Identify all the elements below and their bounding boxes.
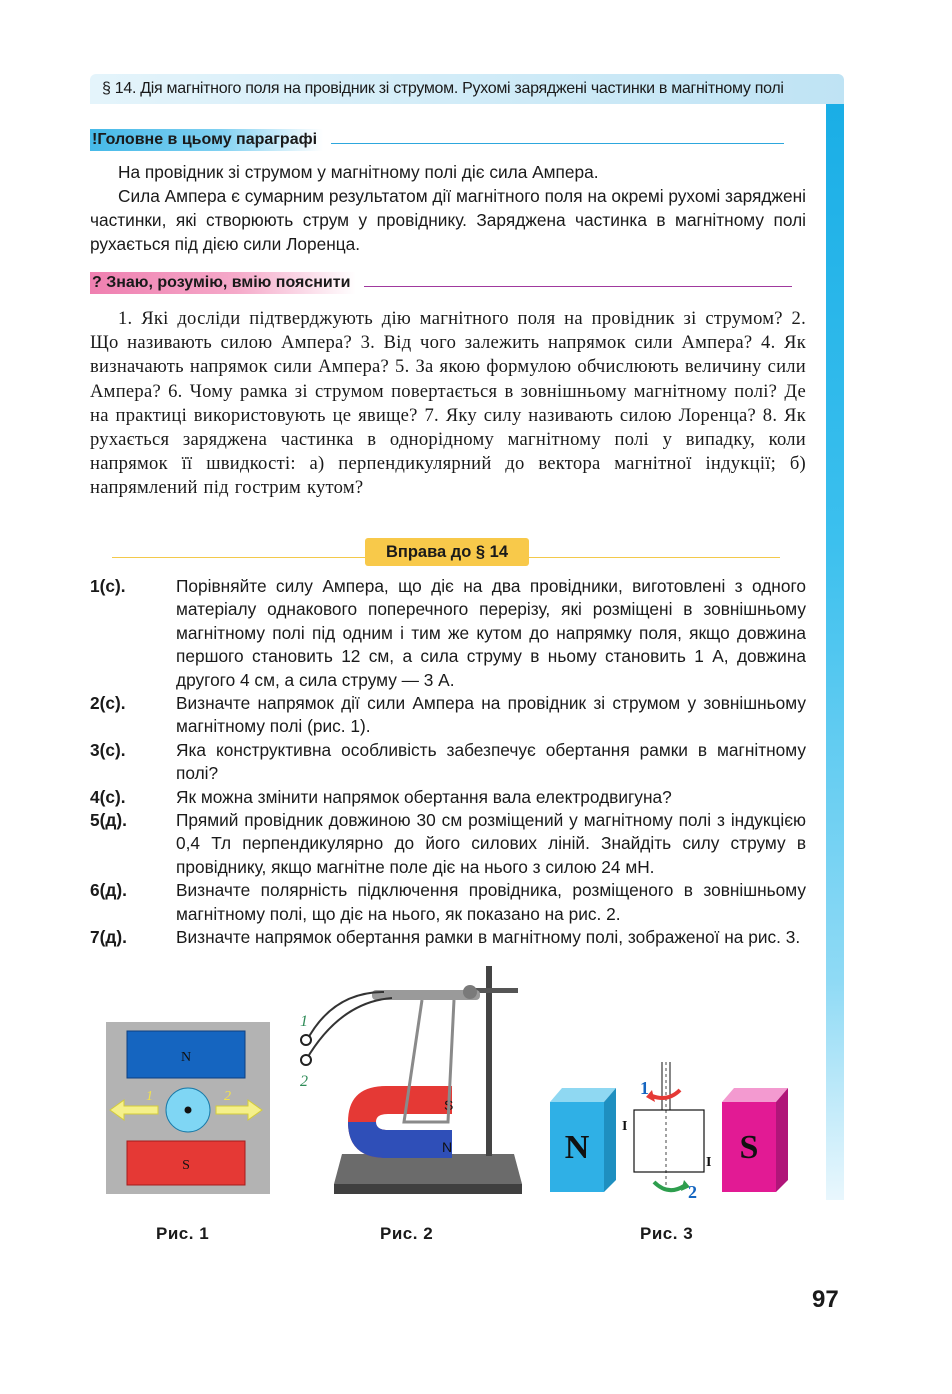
know-section-heading-label: ? Знаю, розумію, вмію пояснити bbox=[90, 272, 356, 294]
magnet-n-label: N bbox=[442, 1139, 453, 1155]
page-header bbox=[90, 74, 844, 104]
figure-1-caption: Рис. 1 bbox=[156, 1224, 210, 1243]
heading-rule bbox=[331, 143, 784, 144]
north-pole-label: N bbox=[564, 1129, 590, 1166]
know-section-heading bbox=[90, 271, 792, 295]
rotation-arrow-2-icon bbox=[654, 1182, 684, 1190]
arrow-2-label: 2 bbox=[224, 1089, 231, 1104]
main-paragraph-2: Сила Ампера є сумарним результатом дії магнітного поля на окремі рухомі заряджені частинки, які створюють струм у провіднику. Заряджена частинка в магнітному полі рухається під дією сили Лоренца. bbox=[90, 186, 806, 254]
south-label: S bbox=[182, 1158, 190, 1173]
exercise-number: 7(д). bbox=[90, 927, 127, 948]
exercise-number: 6(д). bbox=[90, 880, 127, 901]
exercise-text: Як можна змінити напрямок обертання вала електродвигуна? bbox=[176, 786, 672, 807]
exercise-text: Визначте полярність підключення провідника, розміщеного в зовнішньому магнітному полі, що діє на нього, як показано на рис. 2. bbox=[176, 880, 806, 924]
exercise-item bbox=[90, 809, 806, 879]
side-stripe bbox=[826, 104, 844, 1200]
stand-rod bbox=[486, 966, 492, 1156]
horseshoe-magnet-north bbox=[348, 1122, 452, 1158]
exercise-item bbox=[90, 739, 806, 786]
arrow-1-label: 1 bbox=[640, 1078, 649, 1098]
exercise-item bbox=[90, 575, 806, 692]
exercise-number: 2(с). bbox=[90, 693, 126, 714]
current-frame bbox=[634, 1110, 704, 1172]
header-title: § 14. Дія магнітного поля на провідник зі струмом. Рухомі заряджені частинки в магнітному полі bbox=[102, 80, 784, 97]
main-section-heading bbox=[90, 128, 784, 152]
exercise-item bbox=[90, 692, 806, 739]
exercise-text: Порівняйте силу Ампера, що діє на два провідники, виготовлені з одного матеріалу однакового поперечного перерізу, які розміщені в зовнішньому магнітному полі під одним і тим же кутом до напрямку поля, якщо довжина першого становить 12 см, а сила струму в ньому становить 1 А, довжина другого 4 см, а сила струму — 3 А. bbox=[176, 576, 806, 690]
north-magnet-side bbox=[604, 1088, 616, 1192]
figure-2-caption: Рис. 2 bbox=[380, 1224, 434, 1243]
current-dot-icon bbox=[185, 1107, 192, 1114]
south-magnet-side bbox=[776, 1088, 788, 1192]
figure-2 bbox=[292, 962, 530, 1202]
terminal-2-icon bbox=[301, 1055, 311, 1065]
north-label: N bbox=[180, 1050, 192, 1065]
exercise-text: Визначте напрямок дії сили Ампера на провідник зі струмом у зовнішньому магнітному полі (рис. 1). bbox=[176, 693, 806, 737]
exercise-text: Прямий провідник довжиною 30 см розміщений у магнітному полі з індукцією 0,4 Тл перпендикулярно до його силових ліній. Знайдіть силу струму в провіднику, якщо магнітне поле діє на нього з силою 24 мН. bbox=[176, 810, 806, 877]
wire-2 bbox=[306, 998, 392, 1060]
exercise-number: 1(с). bbox=[90, 576, 126, 596]
main-section-heading-label: !Головне в цьому параграфі bbox=[90, 129, 323, 151]
terminal-1-icon bbox=[301, 1035, 311, 1045]
wire-1 bbox=[306, 992, 384, 1042]
exercise-item bbox=[90, 926, 806, 949]
exercise-item bbox=[90, 786, 806, 809]
current-left-label: I bbox=[622, 1119, 628, 1134]
stand-base bbox=[334, 1154, 522, 1184]
know-questions: 1. Які досліди підтверджують дію магнітного поля на провідник зі струмом? 2. Що називають силою Ампера? 3. Від чого залежить напрямок сили Ампера? 4. Як визначають напрямок сили Ампера? 5. За якою формулою обчислюють величину сили Ампера? 6. Чому рамка зі струмом повертається в зовнішньому магнітному полі? Де на практиці використовують це явище? 7. Яку силу називають силою Лоренца? 8. Як рухається заряджена частинка в однорідному магнітному полі у випадку, коли напрямок її швидкості: а) перпендикулярний до вектора магнітної індукції; б) напрямлений під гострим кутом? bbox=[90, 308, 806, 499]
south-pole-label: S bbox=[739, 1129, 759, 1166]
figure-3-caption: Рис. 3 bbox=[640, 1224, 694, 1243]
current-right-label: I bbox=[706, 1155, 712, 1170]
exercise-title: Вправа до § 14 bbox=[365, 538, 529, 566]
exercise-item bbox=[90, 879, 806, 926]
figure-3 bbox=[548, 1062, 794, 1204]
exercise-number: 4(с). bbox=[90, 786, 126, 807]
magnet-s-label: S bbox=[444, 1097, 454, 1113]
arrow-2-label: 2 bbox=[688, 1182, 697, 1202]
exercise-number: 3(с). bbox=[90, 739, 126, 760]
stand-base-edge bbox=[334, 1184, 522, 1194]
figure-1 bbox=[106, 1022, 270, 1194]
exercise-text: Яка конструктивна особливість забезпечує обертання рамки в магнітному полі? bbox=[176, 739, 806, 784]
arrow-1-label: 1 bbox=[146, 1089, 153, 1104]
exercise-number: 5(д). bbox=[90, 810, 127, 831]
holder-screw bbox=[463, 985, 477, 999]
main-paragraph-1: На провідник зі струмом у магнітному полі діє сила Ампера. bbox=[118, 162, 599, 182]
terminal-2-label: 2 bbox=[300, 1073, 308, 1090]
page-number: 97 bbox=[812, 1286, 839, 1313]
heading-rule bbox=[364, 286, 792, 287]
exercise-list bbox=[90, 575, 806, 950]
exercise-text: Визначте напрямок обертання рамки в магнітному полі, зображеної на рис. 3. bbox=[176, 927, 801, 948]
terminal-1-label: 1 bbox=[300, 1013, 308, 1030]
